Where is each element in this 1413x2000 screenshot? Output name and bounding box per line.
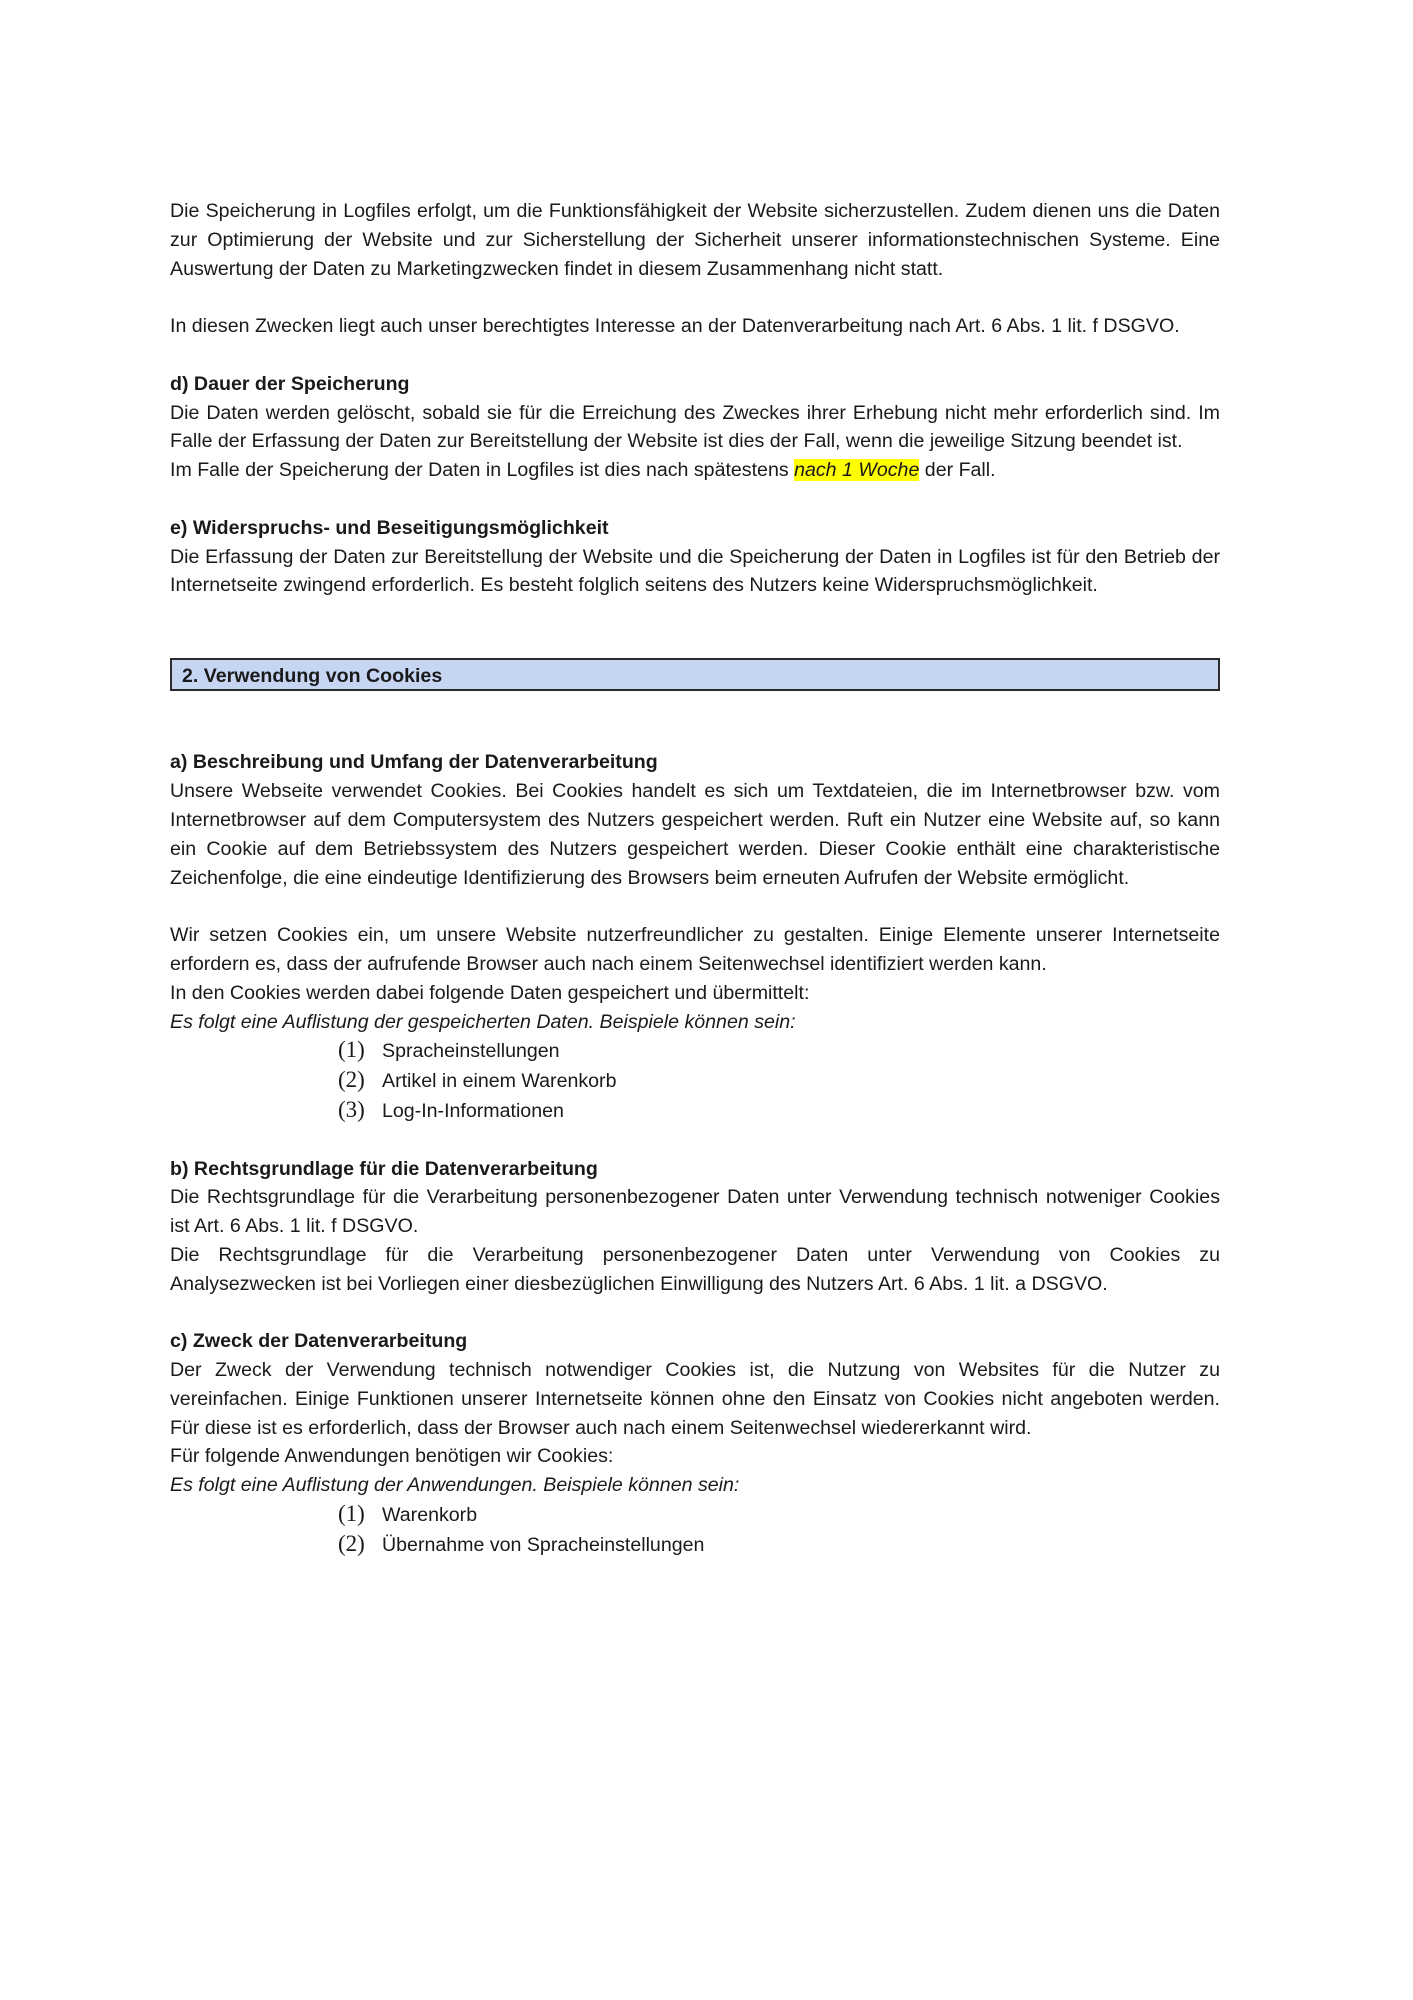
purpose-paragraph-2: Für folgende Anwendungen benötigen wir Cookies: [170,1445,614,1468]
heading-storage-duration: d) Dauer der Speicherung [170,372,410,395]
list-item-text: Artikel in einem Warenkorb [382,1070,617,1093]
list-item [338,1530,1220,1560]
objection-paragraph: Die Erfassung der Daten zur Bereitstellung der Website und die Speicherung der Daten in Logfiles ist für den Betrieb der Internetseite zwingend erforderlich. Es besteht folglich seitens des Nutzers keine Widerspruchsmöglichkeit. [170,545,1220,597]
legal-basis-paragraph-2: Die Rechtsgrundlage für die Verarbeitung personenbezogener Daten unter Verwendung von Cookies zu Analysezwecken ist bei Vorliegen einer diesbezüglichen Einwilligung des Nutzers Art. 6 Abs. 1 lit. a DSGVO. [170,1243,1220,1295]
heading-legal-basis: b) Rechtsgrundlage für die Datenverarbeitung [170,1157,598,1180]
cookie-description-paragraph-2: Wir setzen Cookies ein, um unsere Website nutzerfreundlicher zu gestalten. Einige Elemente unserer Internetseite erfordern es, dass der aufrufende Browser auch nach einem Seitenwechsel identifiziert werden kann. [170,924,1220,975]
document-page [170,197,1220,1560]
list-item [338,1500,1220,1530]
purpose-paragraph-1: Der Zweck der Verwendung technisch notwendiger Cookies ist, die Nutzung von Websites für die Nutzer zu vereinfachen. Einige Funktionen unserer Internetseite können ohne den Einsatz von Cookies nicht angeboten werden. Für diese ist es erforderlich, dass der Browser auch nach einem Seitenwechsel wiedererkannt wird. [170,1359,1220,1439]
list-item-number: (3) [338,1096,365,1122]
storage-duration-text-before: Im Falle der Speicherung der Daten in Logfiles ist dies nach spätestens [170,459,795,482]
list-item [338,1066,1220,1096]
storage-duration-paragraph-1: Die Daten werden gelöscht, sobald sie für die Erreichung des Zweckes ihrer Erhebung nicht mehr erforderlich sind. Im Falle der Erfassung der Daten zur Bereitstellung der Website ist dies der Fall, wenn die jeweilige Sitzung beendet ist. [170,401,1220,453]
list-item-text: Übernahme von Spracheinstellungen [382,1533,705,1556]
list-item-text: Warenkorb [382,1504,478,1527]
list-item-number: (2) [338,1067,365,1093]
heading-purpose: c) Zweck der Datenverarbeitung [170,1330,468,1353]
list-item [338,1096,1220,1126]
stored-data-list [170,1036,1220,1125]
legal-basis-paragraph-1: Die Rechtsgrundlage für die Verarbeitung personenbezogener Daten unter Verwendung technisch notweniger Cookies ist Art. 6 Abs. 1 lit. f DSGVO. [170,1186,1220,1238]
highlighted-duration: nach 1 Woche [794,459,920,482]
applications-list [170,1500,1220,1560]
intro-paragraph-1: Die Speicherung in Logfiles erfolgt, um die Funktionsfähigkeit der Website sicherzustellen. Zudem dienen uns die Daten zur Optimierung der Website und zur Sicherstellung der Sicherheit unserer informationstechnischen Systeme. Eine Auswertung der Daten zu Marketingzwecken findet in diesem Zusammenhang nicht statt. [170,200,1220,280]
storage-duration-text-after: der Fall. [919,459,996,482]
cookie-description-paragraph-3: In den Cookies werden dabei folgende Daten gespeichert und übermittelt: [170,981,810,1004]
cookie-description-paragraph-4: Es folgt eine Auflistung der gespeicherten Daten. Beispiele können sein: [170,1010,796,1033]
section-title-cookies: 2. Verwendung von Cookies [170,658,1220,691]
storage-duration-paragraph-2 [170,456,1220,485]
heading-objection: e) Widerspruchs- und Beseitigungsmöglichkeit [170,516,609,539]
intro-paragraph-2: In diesen Zwecken liegt auch unser berechtigtes Interesse an der Datenverarbeitung nach Art. 6 Abs. 1 lit. f DSGVO. [170,315,1180,338]
list-item-number: (1) [338,1037,365,1063]
heading-cookie-description: a) Beschreibung und Umfang der Datenverarbeitung [170,751,658,774]
list-item [338,1036,1220,1066]
list-item-text: Log-In-Informationen [382,1099,564,1122]
list-item-number: (1) [338,1501,365,1527]
list-item-text: Spracheinstellungen [382,1040,560,1063]
purpose-paragraph-3: Es folgt eine Auflistung der Anwendungen. Beispiele können sein: [170,1474,740,1497]
list-item-number: (2) [338,1530,365,1556]
cookie-description-paragraph-1: Unsere Webseite verwendet Cookies. Bei Cookies handelt es sich um Textdateien, die im Internetbrowser bzw. vom Internetbrowser auf dem Computersystem des Nutzers gespeichert werden. Ruft ein Nutzer eine Website auf, so kann ein Cookie auf dem Betriebssystem des Nutzers gespeichert werden. Dieser Cookie enthält eine charakteristische Zeichenfolge, die eine eindeutige Identifizierung des Browsers beim erneuten Aufrufen der Website ermöglicht. [170,780,1220,889]
